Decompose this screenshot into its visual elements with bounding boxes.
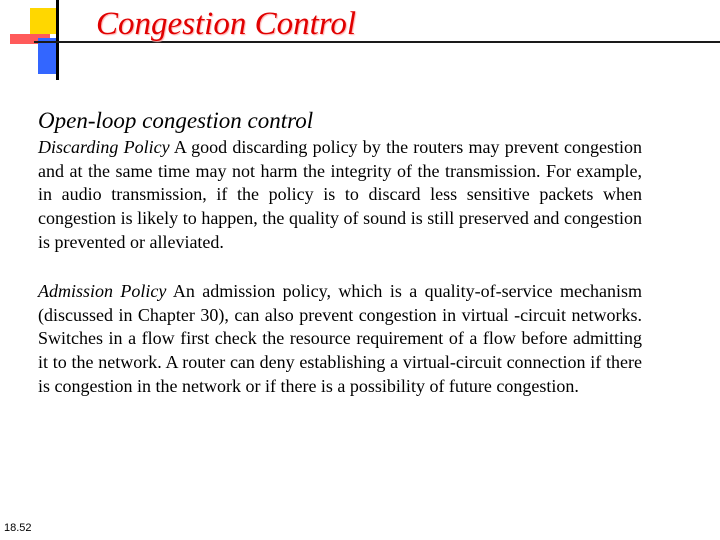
section-subheading: Open-loop congestion control: [38, 108, 314, 133]
discarding-policy-text: A good discarding policy by the routers may prevent congestion and at the same time may not harm the integrity of the transmission. For example, in audio transmission, if the policy is to discard less sensitive packets when congestion is likely to happen, the quality of sound is still preserved and congestion is prevented or alleviated.: [38, 137, 642, 252]
decorative-blue-bar: [38, 38, 56, 74]
discarding-policy-paragraph: [38, 136, 642, 255]
slide-title: Congestion Control: [96, 6, 357, 42]
decorative-vertical-line: [56, 0, 59, 80]
page-number: 18.52: [4, 522, 32, 534]
admission-policy-term: Admission Policy: [38, 281, 167, 301]
admission-policy-text: An admission policy, which is a quality-of-service mechanism (discussed in Chapter 30), can also prevent congestion in virtual -circuit networks. Switches in a flow first check the resource requirement of a flow before admitting it to the network. A router can deny establishing a virtual-circuit connection if there is congestion in the network or if there is a possibility of future congestion.: [38, 281, 642, 396]
admission-policy-paragraph: [38, 280, 642, 399]
decorative-yellow-square: [30, 8, 56, 34]
discarding-policy-term: Discarding Policy: [38, 137, 170, 157]
